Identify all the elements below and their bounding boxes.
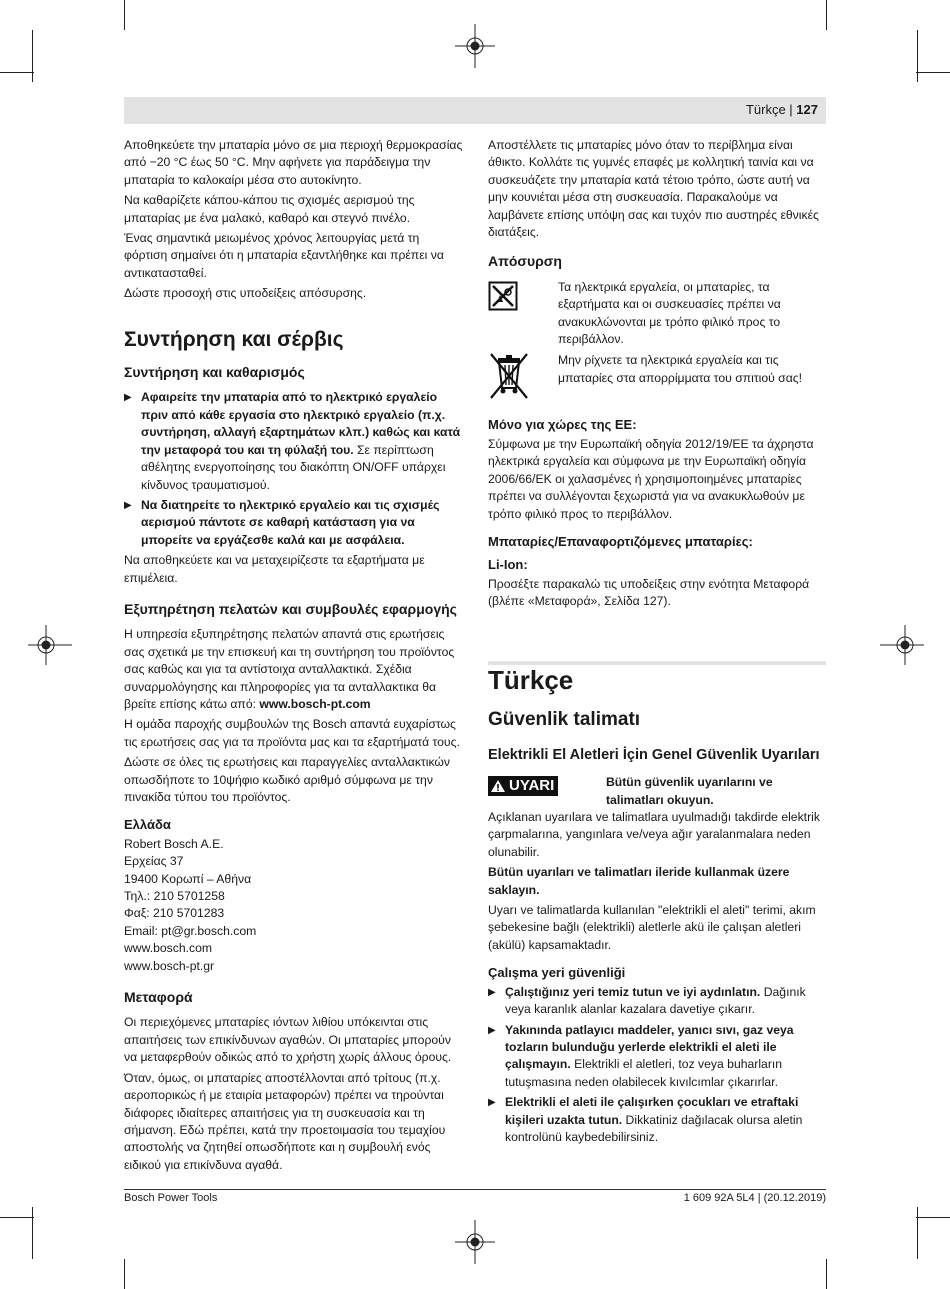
bullet-item [488, 1022, 826, 1092]
address-block [124, 836, 464, 975]
address-line: 19400 Κορωπί – Αθήνα [124, 871, 252, 886]
crop-mark [916, 72, 950, 73]
recycling-symbol-icon [488, 281, 518, 311]
paragraph: Να καθαρίζετε κάπου-κάπου τις σχισμές αερισμού της μπαταρίας με ένα μαλακό, καθαρό και στεγνό πινέλο. [124, 193, 415, 225]
crop-mark [826, 0, 827, 30]
page-header: Türkçe | 127 [745, 102, 818, 117]
subsection-heading: Μεταφορά [124, 989, 193, 1006]
country-heading: Ελλάδα [124, 817, 171, 833]
paragraph: Αποθηκεύετε την μπαταρία μόνο σε μια περιοχή θερμοκρασίας από −20 °C έως 50 °C. Μην αφήνετε για παράδειγμα την μπαταρία το καλοκαίρι μέσα στο αυτοκίνητο. [124, 138, 463, 187]
service-text: Η υπηρεσία εξυπηρέτησης πελατών απαντά στις ερωτήσεις σας σχετικά με την επισκευή και τη συντήρηση του προϊόντος σας καθώς και για τα αντίστοιχα ανταλλακτικά. Σχέδια συναρμολόγησης και πληροφορίες για τα ανταλλακτικα θα βρείτε επίσης κάτω από: [124, 627, 455, 711]
warning-bold-text: Bütün güvenlik uyarılarını ve talimatları okuyun. [606, 775, 773, 807]
bullet-bold-text: Να διατηρείτε το ηλεκτρικό εργαλείο και τις σχισμές αερισμού πάντοτε σε καθαρή κατάσταση για να μπορείτε να εργάζεσθε καλά και με ασφάλεια. [141, 497, 440, 547]
paragraph: Σύμφωνα με την Ευρωπαϊκή οδηγία 2012/19/ΕΕ τα άχρηστα ηλεκτρικά εργαλεία και σύμφωνα με την Ευρωπαϊκή οδηγία 2006/66/ΕΚ οι χαλασμένες ή χρησιμοποιημένες μπαταρίες πρέπει να συλλέγονται ξεχωριστά για να ανακυκλωθούν με τρόπο φιλικό προς το περιβάλλον. [488, 436, 814, 521]
crop-mark [917, 1207, 918, 1259]
crop-mark [0, 72, 34, 73]
paragraph: Προσέξτε παρακαλώ τις υποδείξεις στην ενότητα Μεταφορά (βλέπε «Μεταφορά», Σελίδα 127). [488, 576, 810, 609]
paragraph: Οι περιεχόμενες μπαταρίες ιόντων λιθίου υπόκεινται στις απαιτήσεις των επικίνδυνων αγαθών. Οι μπαταρίες μπορούν να μεταφερθούν οδικώς από το χρήστη χωρίς άλλους όρους. [124, 1015, 452, 1065]
footer-brand: Bosch Power Tools [124, 1192, 218, 1204]
paragraph: Η ομάδα παροχής συμβουλών της Bosch απαντά ευχαρίστως τις ερωτήσεις σας για τα προϊόντα μας και τα εξαρτήματά τους. [124, 717, 460, 749]
paragraph: Uyarı ve talimatlarda kullanılan "elektrikli el aleti" terimi, akım şebekesine bağlı (elektrikli) aletlerle akü ile çalışan aletleri (akülü) kapsamaktadır. [488, 903, 816, 952]
warning-triangle-icon [490, 779, 506, 793]
address-web-link[interactable]: www.bosch.com [124, 941, 213, 956]
bullet-text: Dağınık veya karanlık alanlar kazalara davetiye çıkarır. [505, 984, 806, 1017]
section-title: Güvenlik talimatı [488, 709, 641, 731]
address-line: Robert Bosch A.E. [124, 836, 224, 851]
bullet-item [124, 497, 464, 549]
bullet-text: Elektrikli el aletleri, toz veya buharların tutuşmasına neden olabilecek kıvılcımlar çıkarırlar. [505, 1057, 783, 1089]
registration-mark-icon [455, 24, 495, 68]
bullet-item [124, 389, 464, 493]
subsection-heading: Li-Ion: [488, 557, 528, 573]
paragraph: Ένας σημαντικά μειωμένος χρόνος λειτουργίας μετά τη φόρτιση σημαίνει ότι η μπαταρία εξαντλήθηκε και πρέπει να αντικατασταθεί. [124, 231, 444, 280]
subsection-heading: Εξυπηρέτηση πελατών και συμβουλές εφαρμογής [124, 600, 457, 617]
crop-mark [917, 30, 918, 82]
bullet-item [488, 1094, 826, 1146]
subsection-heading: Συντήρηση και καθαρισμός [124, 364, 305, 381]
crop-mark [124, 1259, 125, 1289]
service-url-link[interactable]: www.bosch-pt.com [259, 696, 371, 711]
crop-mark [32, 1207, 33, 1259]
language-title: Türkçe [488, 665, 574, 695]
subsection-heading: Çalışma yeri güvenliği [488, 965, 626, 981]
paragraph: Όταν, όμως, οι μπαταρίες αποστέλλονται από τρίτους (π.χ. αεροπορικώς ή με εταιρία μεταφορών) πρέπει να τηρούνται διάφορες ιδιαίτερες απαιτήσεις για τη συσκευασία και τη σήμανση. Εδώ πρέπει, κατά την προετοιμασία του τεμαχίου αποστολής να ζητηθεί οπωσδήποτε και η συμβουλή ενός ειδικού για επικίνδυνα αγαθά. [124, 1070, 446, 1172]
warning-label: UYARI [509, 777, 555, 795]
address-web-link[interactable]: www.bosch-pt.gr [124, 958, 215, 973]
footer-rule [124, 1189, 826, 1190]
disposal-text: Τα ηλεκτρικά εργαλεία, οι μπαταρίες, τα εξαρτήματα και οι συσκευασίες πρέπει να ανακυκλώνονται με τρόπο φιλικό προς το περιβάλλον. [558, 279, 781, 347]
paragraph [124, 626, 464, 713]
disposal-text: Μην ρίχνετε τα ηλεκτρικά εργαλεία και τις μπαταρίες στα απορρίμματα του σπιτιού σας! [558, 353, 803, 385]
bold-text: Bütün uyarıları ve talimatları ileride kullanmak üzere saklayın. [488, 865, 790, 897]
disposal-row [488, 352, 826, 404]
warning-badge [488, 776, 558, 795]
page-number: 127 [796, 102, 818, 117]
section-title: Συντήρηση και σέρβις [124, 327, 344, 351]
registration-mark-icon [455, 1220, 495, 1264]
paragraph: Αποστέλλετε τις μπαταρίες μόνο όταν το περίβλημα είναι άθικτο. Κολλάτε τις γυμνές επαφές με κολλητική ταινία και να συσκευάζετε την μπαταρία κατά τέτοιο τρόπο, ώστε αυτή να μην κουνιέται μέσα στη συσκευασία. Παρακαλούμε να λαμβάνετε επίσης υπόψη σας και τυχόν πιο αυστηρές εθνικές διατάξεις. [488, 138, 819, 240]
footer-doc-id: 1 609 92A 5L4 | (20.12.2019) [683, 1192, 826, 1204]
address-line: Ερχείας 37 [124, 854, 184, 869]
turkish-section [488, 665, 826, 1149]
subsection-heading: Απόσυρση [488, 253, 562, 270]
bullet-text: Σε περίπτωση αθέλητης ενεργοποίησης του διακόπτη ON/OFF υπάρχει κίνδυνος τραυματισμού. [141, 442, 446, 492]
page-header-bar [124, 97, 826, 124]
paragraph: Να αποθηκεύετε και να μεταχειρίζεστε τα εξαρτήματα με επιμέλεια. [124, 553, 425, 585]
bullet-item [488, 984, 826, 1019]
registration-mark-icon [880, 625, 924, 665]
paragraph: Δώστε προσοχή στις υποδείξεις απόσυρσης. [124, 286, 367, 301]
bullet-bold-text: Yakınında patlayıcı maddeler, yanıcı sıvı, gaz veya tozların bulunduğu yerlerde elektrikli el aleti ile çalışmayın. [505, 1022, 794, 1072]
crop-mark [826, 1259, 827, 1289]
address-email-link[interactable]: Email: pt@gr.bosch.com [124, 923, 257, 938]
left-column [124, 137, 464, 1177]
paragraph [488, 864, 826, 899]
bullet-bold-text: Elektrikli el aleti ile çalışırken çocukları ve etraftaki kişileri uzakta tutun. [505, 1095, 799, 1127]
address-line: Τηλ.: 210 5701258 [124, 889, 225, 904]
subsection-heading: Μόνο για χώρες της ΕΕ: [488, 417, 637, 433]
registration-mark-icon [28, 625, 72, 665]
paragraph: Açıklanan uyarılara ve talimatlara uyulmadığı takdirde elektrik çarpmalarına, yangınlara ve/veya ağır yaralanmalara neden olunabilir. [488, 810, 820, 859]
bullet-bold-text: Çalıştığınız yeri temiz tutun ve iyi aydınlatın. [505, 984, 761, 999]
header-language: Türkçe [745, 102, 786, 117]
crop-mark [0, 1217, 34, 1218]
crop-mark [32, 30, 33, 82]
bullet-text: Dikkatiniz dağılacak olursa aletin kontrolünü kaybedebilirsiniz. [505, 1112, 803, 1144]
crop-mark [124, 0, 125, 30]
right-column [488, 137, 826, 614]
subsection-heading: Elektrikli El Aletleri İçin Genel Güvenlik Uyarıları [488, 746, 820, 763]
bullet-bold-text: Αφαιρείτε την μπαταρία από το ηλεκτρικό εργαλείο πριν από κάθε εργασία στο ηλεκτρικό εργαλείο (π.χ. συντήρηση, αλλαγή εξαρτημάτων κλπ.) καθώς και κατά την μεταφορά του και τη φύλαξή του. [141, 390, 461, 457]
address-line: Φαξ: 210 5701283 [124, 906, 225, 921]
warning-block [488, 774, 826, 861]
paragraph: Δώστε σε όλες τις ερωτήσεις και παραγγελίες ανταλλακτικών οπωσδήποτε το 10ψήφιο κωδικό αριθμό σύμφωνα με την πινακίδα τύπου του προϊόντος. [124, 755, 450, 804]
disposal-row [488, 279, 826, 349]
subsection-heading: Μπαταρίες/Επαναφορτιζόμενες μπαταρίες: [488, 533, 753, 549]
crop-mark [916, 1217, 950, 1218]
crossed-bin-icon [488, 352, 530, 404]
